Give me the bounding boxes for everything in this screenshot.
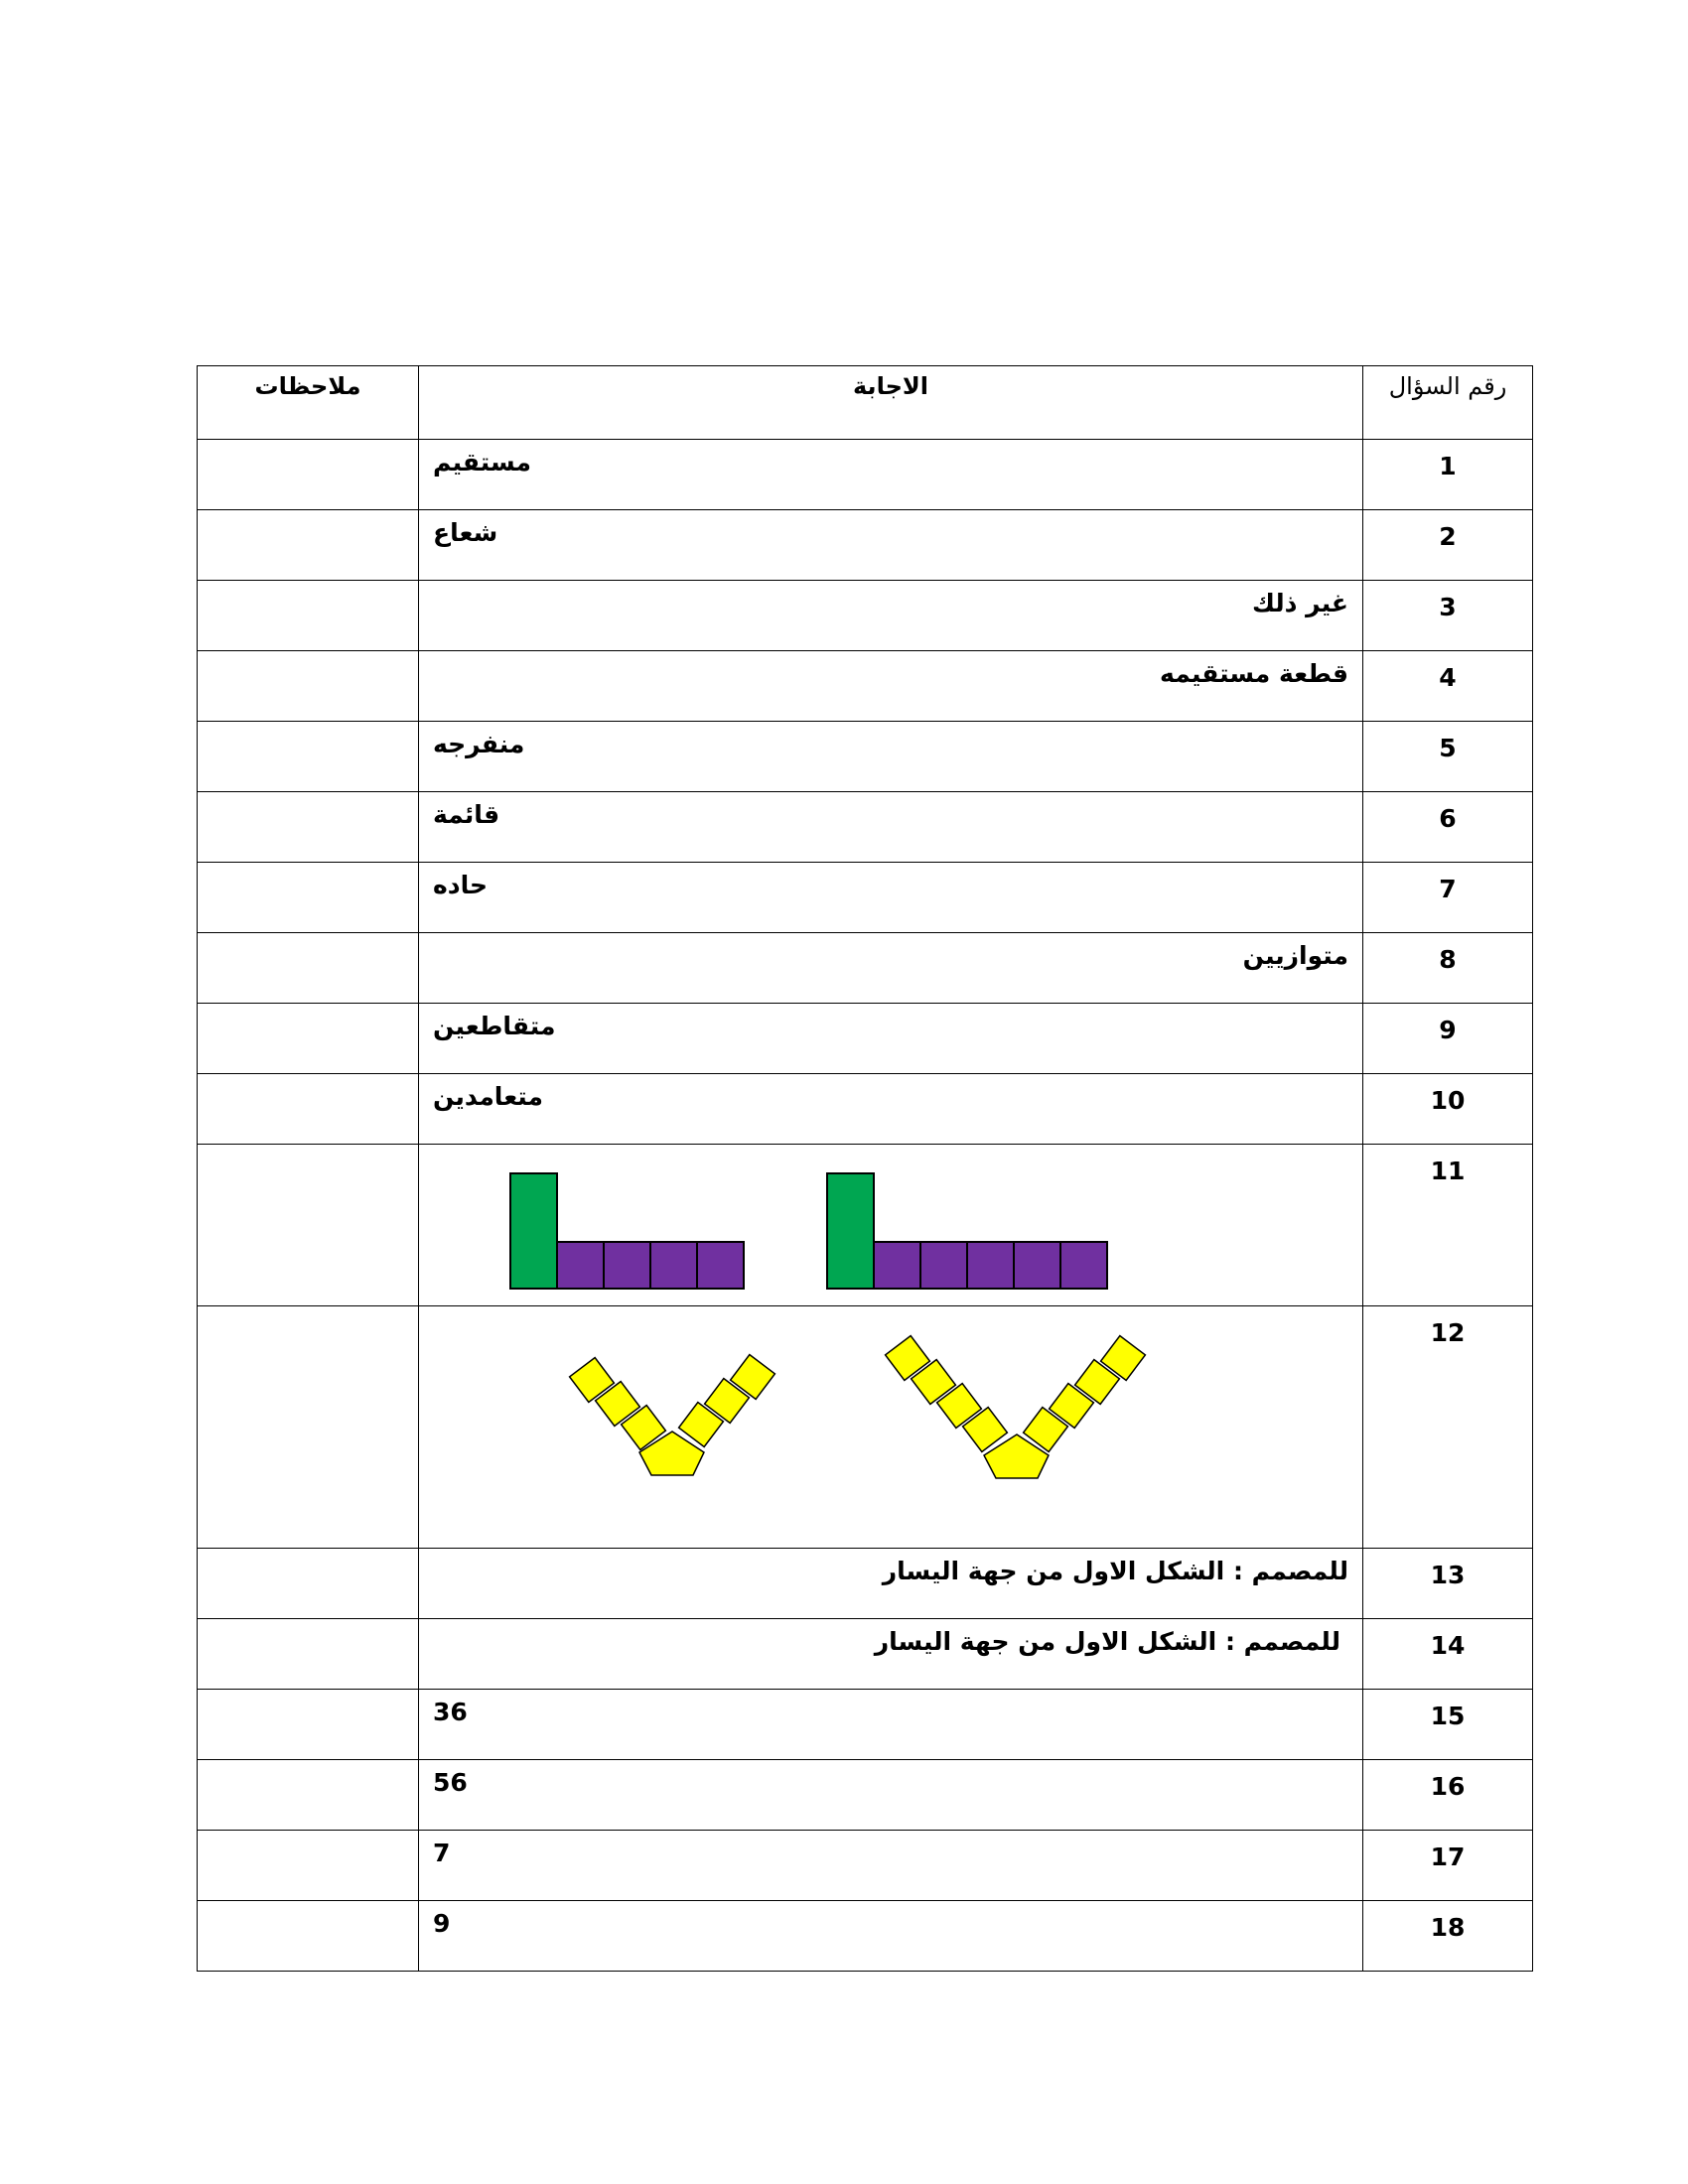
answer-cell: 36: [419, 1690, 1363, 1760]
answer-figure-cell: [419, 1145, 1363, 1306]
table-row: [198, 1074, 1533, 1145]
notes-cell: [198, 651, 419, 722]
notes-cell: [198, 1306, 419, 1549]
v-shape-left: [570, 1355, 775, 1475]
table-row: [198, 1306, 1533, 1549]
table-row: [198, 651, 1533, 722]
table-row: [198, 1831, 1533, 1901]
table-row: [198, 863, 1533, 933]
question-number: 16: [1363, 1760, 1533, 1831]
purple-block: [697, 1242, 744, 1289]
question-number: 9: [1363, 1004, 1533, 1074]
answer-cell: قائمة: [419, 792, 1363, 863]
question-number: 17: [1363, 1831, 1533, 1901]
table-row: [198, 1690, 1533, 1760]
answer-cell: شعاع: [419, 510, 1363, 581]
answer-cell: منفرجه: [419, 722, 1363, 792]
table-row: [198, 1145, 1533, 1306]
question-number: 4: [1363, 651, 1533, 722]
notes-cell: [198, 722, 419, 792]
answer-table: [197, 365, 1533, 1972]
notes-cell: [198, 1549, 419, 1619]
question-number: 13: [1363, 1549, 1533, 1619]
answer-cell: للمصمم : الشكل الاول من جهة اليسار: [419, 1619, 1363, 1690]
question-number: 15: [1363, 1690, 1533, 1760]
header-notes: ملاحظات: [198, 366, 419, 440]
question-number: 18: [1363, 1901, 1533, 1972]
notes-cell: [198, 1074, 419, 1145]
table-row: [198, 1619, 1533, 1690]
table-row: [198, 1901, 1533, 1972]
notes-cell: [198, 581, 419, 651]
table-row: [198, 933, 1533, 1004]
purple-block: [1060, 1242, 1107, 1289]
purple-block: [920, 1242, 967, 1289]
table-row: [198, 581, 1533, 651]
question-number: 14: [1363, 1619, 1533, 1690]
notes-cell: [198, 863, 419, 933]
block-shape-left: [510, 1173, 744, 1289]
notes-cell: [198, 1901, 419, 1972]
header-question-number: رقم السؤال: [1363, 366, 1533, 440]
question-number: 11: [1363, 1145, 1533, 1306]
question-number: 12: [1363, 1306, 1533, 1549]
purple-block: [1014, 1242, 1060, 1289]
notes-cell: [198, 440, 419, 510]
answer-cell: متقاطعين: [419, 1004, 1363, 1074]
table-row: [198, 1004, 1533, 1074]
notes-cell: [198, 1619, 419, 1690]
question-number: 1: [1363, 440, 1533, 510]
notes-cell: [198, 1760, 419, 1831]
v-shape-right: [886, 1336, 1146, 1478]
question-number: 10: [1363, 1074, 1533, 1145]
table-row: [198, 440, 1533, 510]
table-row: [198, 1760, 1533, 1831]
table-row: [198, 510, 1533, 581]
header-answer: الاجابة: [419, 366, 1363, 440]
question-number: 8: [1363, 933, 1533, 1004]
table-row: [198, 722, 1533, 792]
purple-block: [557, 1242, 604, 1289]
answer-cell: للمصمم : الشكل الاول من جهة اليسار: [419, 1549, 1363, 1619]
v-pattern-figure: [419, 1306, 1362, 1549]
notes-cell: [198, 1690, 419, 1760]
answer-cell: 56: [419, 1760, 1363, 1831]
purple-block: [604, 1242, 650, 1289]
question-number: 7: [1363, 863, 1533, 933]
answer-cell: 7: [419, 1831, 1363, 1901]
header-row: [198, 366, 1533, 440]
answer-cell: متعامدين: [419, 1074, 1363, 1145]
table-row: [198, 1549, 1533, 1619]
notes-cell: [198, 792, 419, 863]
answer-figure-cell: [419, 1306, 1363, 1549]
answer-cell: مستقيم: [419, 440, 1363, 510]
notes-cell: [198, 933, 419, 1004]
purple-block: [967, 1242, 1014, 1289]
answer-cell: غير ذلك: [419, 581, 1363, 651]
question-number: 6: [1363, 792, 1533, 863]
answer-cell: 9: [419, 1901, 1363, 1972]
green-block: [827, 1173, 874, 1289]
question-number: 2: [1363, 510, 1533, 581]
block-shape-right: [827, 1173, 1107, 1289]
question-number: 5: [1363, 722, 1533, 792]
notes-cell: [198, 1831, 419, 1901]
answer-cell: حاده: [419, 863, 1363, 933]
question-number: 3: [1363, 581, 1533, 651]
answer-cell: متوازيين: [419, 933, 1363, 1004]
answer-cell: قطعة مستقيمه: [419, 651, 1363, 722]
purple-block: [874, 1242, 920, 1289]
notes-cell: [198, 510, 419, 581]
notes-cell: [198, 1004, 419, 1074]
purple-block: [650, 1242, 697, 1289]
notes-cell: [198, 1145, 419, 1306]
green-block: [510, 1173, 557, 1289]
block-pattern-figure: [419, 1145, 1362, 1306]
table-row: [198, 792, 1533, 863]
